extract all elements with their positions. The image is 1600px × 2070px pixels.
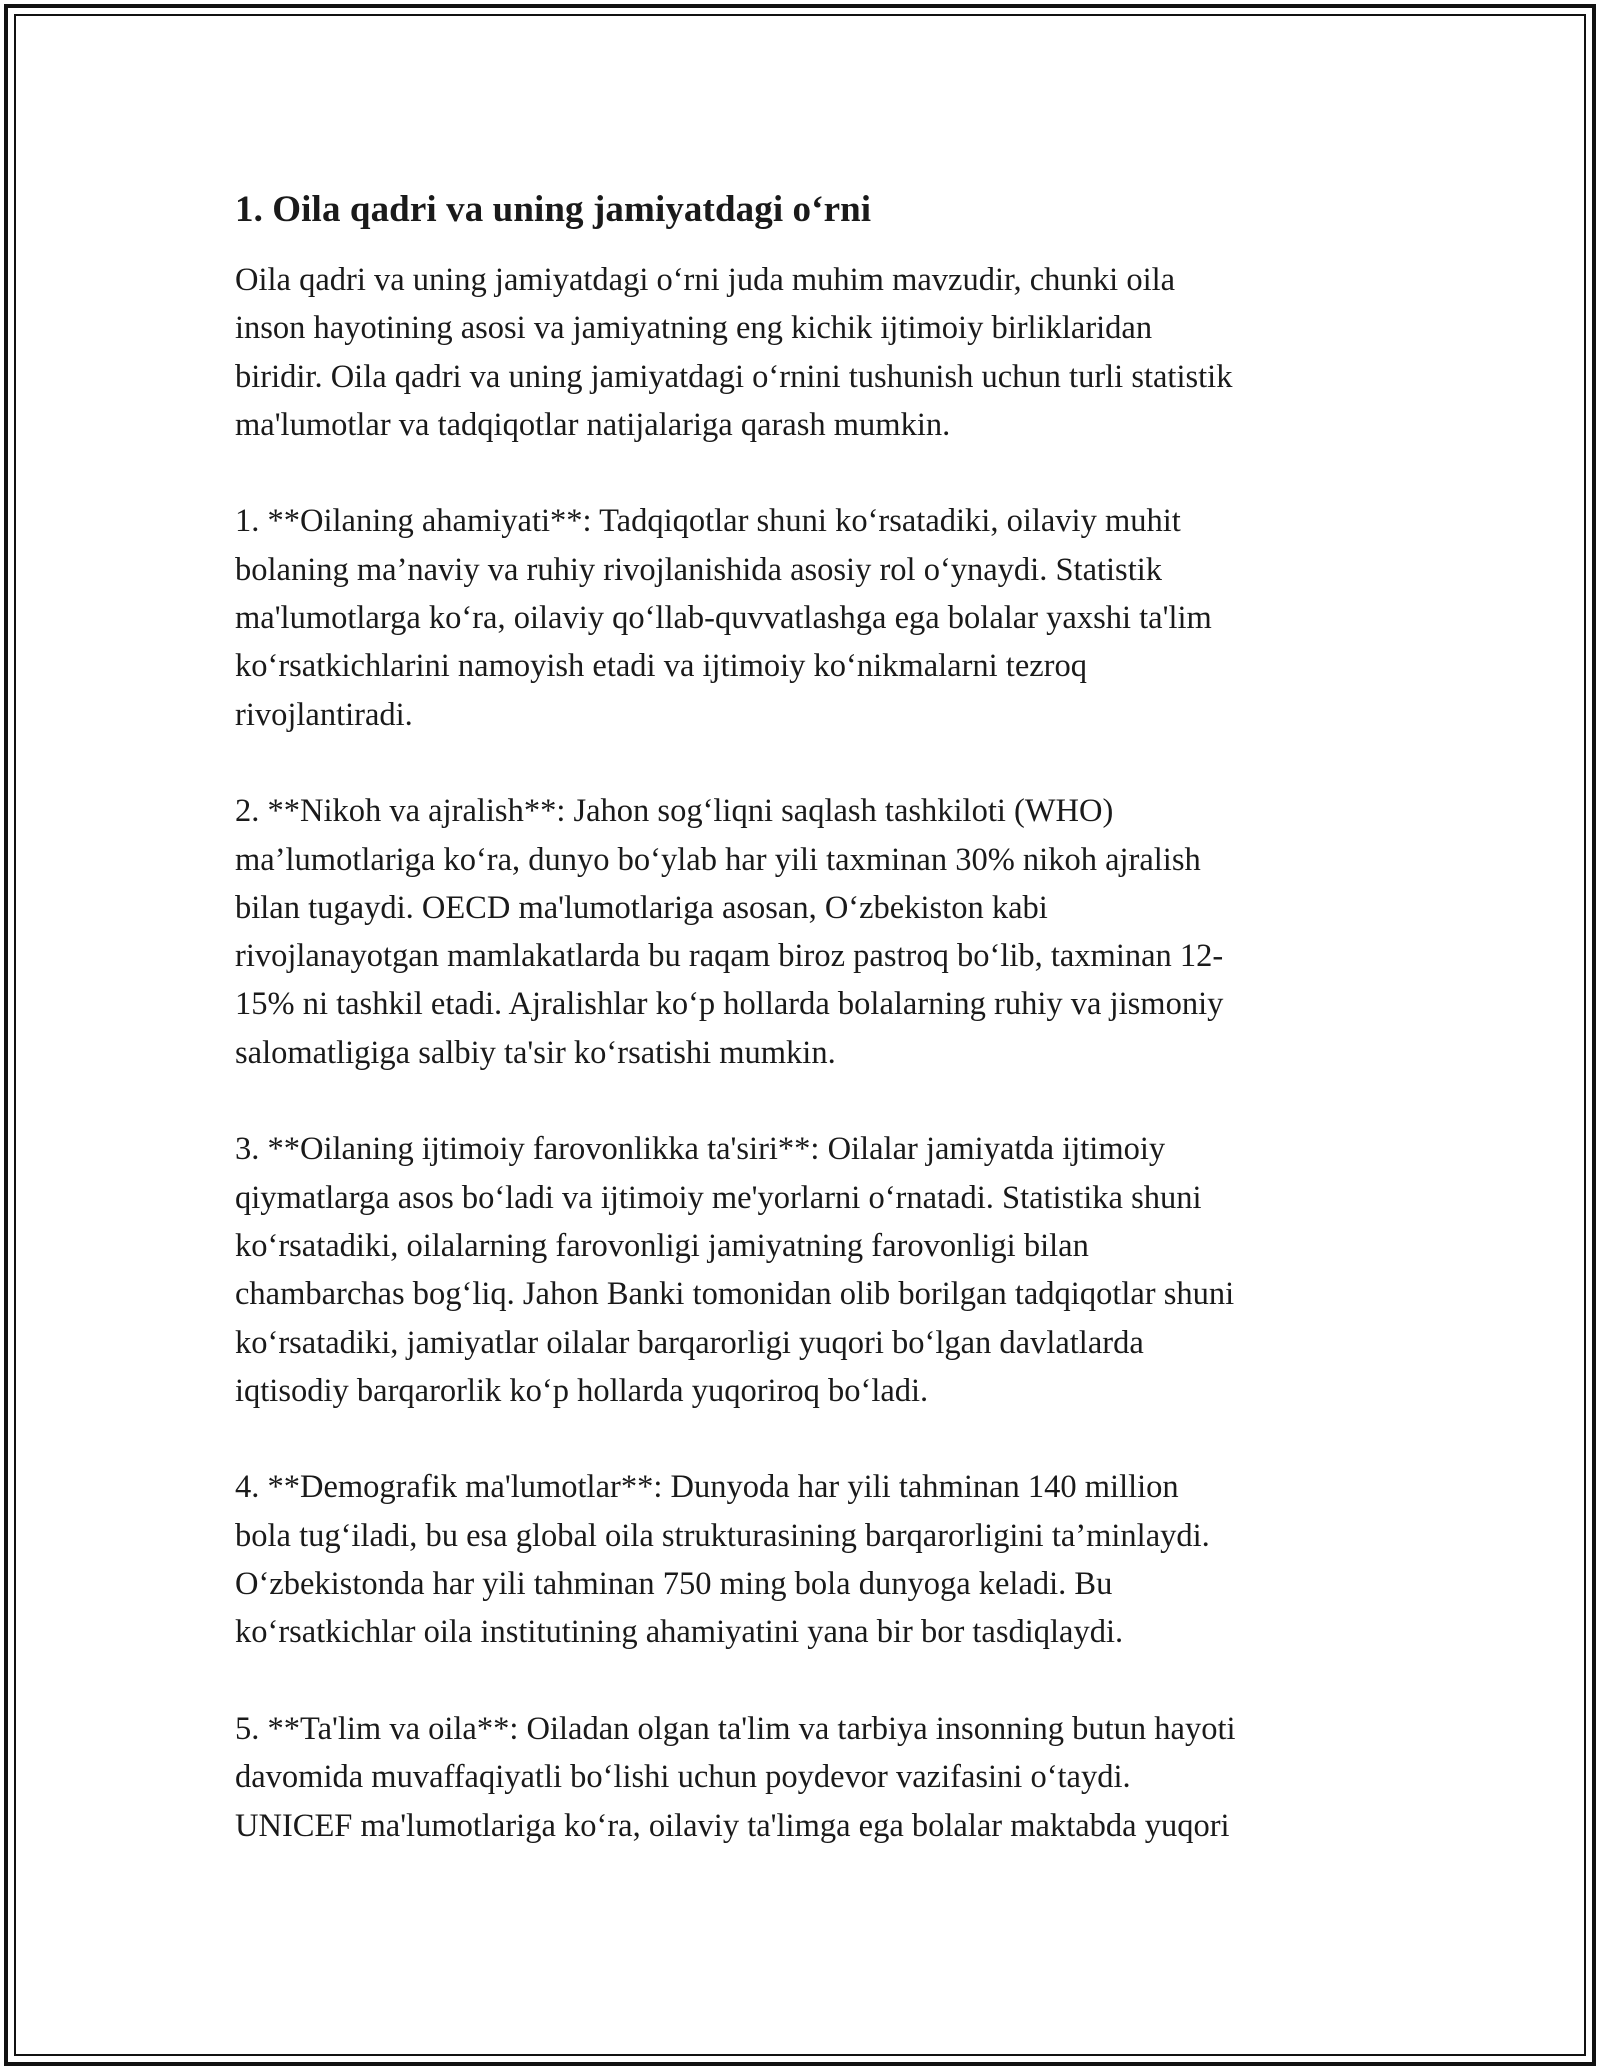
list-item-demographics: 4. **Demografik ma'lumotlar**: Dunyoda har yili tahminan 140 million bola tug‘iladi, bu esa global oila strukturasining barqarorligini ta’minlaydi. O‘zbekistonda har yili tahminan 750 ming bola dunyoga keladi. Bu ko‘rsatkichlar oila institutining ahamiyatini yana bir bor tasdiqlaydi. bbox=[235, 1469, 1210, 1651]
list-item-marriage-divorce: 2. **Nikoh va ajralish**: Jahon sog‘liqni saqlash tashkiloti (WHO) ma’lumotlariga ko‘ra, dunyo bo‘ylab har yili taxminan 30% nikoh ajralish bilan tugaydi. OECD ma'lumotlariga asosan, O‘zbekiston kabi rivojlanayotgan mamlakatlarda bu raqam biroz pastroq bo‘lib, taxminan 12- 15% ni tashkil etadi. Ajralishlar ko‘p hollarda bolalarning ruhiy va jismoniy salomatligiga salbiy ta'sir ko‘rsatishi mumkin. bbox=[235, 793, 1224, 1071]
intro-paragraph: Oila qadri va uning jamiyatdagi o‘rni juda muhim mavzudir, chunki oila inson hayotining asosi va jamiyatning eng kichik ijtimoiy birliklaridan biridir. Oila qadri va uning jamiyatdagi o‘rnini tushunish uchun turli statistik ma'lumotlar va tadqiqotlar natijalariga qarash mumkin. bbox=[235, 262, 1233, 443]
list-item-social-welfare: 3. **Oilaning ijtimoiy farovonlikka ta'siri**: Oilalar jamiyatda ijtimoiy qiymatlarga asos bo‘ladi va ijtimoiy me'yorlarni o‘rnatadi. Statistika shuni ko‘rsatadiki, oilalarning farovonligi jamiyatning farovonligi bilan chambarchas bog‘liq. Jahon Banki tomonidan olib borilgan tadqiqotlar shuni ko‘rsatadiki, jamiyatlar oilalar barqarorligi yuqori bo‘lgan davlatlarda iqtisodiy barqarorlik ko‘p hollarda yuqoriroq bo‘ladi. bbox=[235, 1131, 1235, 1409]
document-body bbox=[235, 186, 1375, 1850]
list-item-family-importance: 1. **Oilaning ahamiyati**: Tadqiqotlar shuni ko‘rsatadiki, oilaviy muhit bolaning ma’naviy va ruhiy rivojlanishida asosiy rol o‘ynaydi. Statistik ma'lumotlarga ko‘ra, oilaviy qo‘llab-quvvatlashga ega bolalar yaxshi ta'lim ko‘rsatkichlarini namoyish etadi va ijtimoiy ko‘nikmalarni tezroq rivojlantiradi. bbox=[235, 503, 1212, 733]
section-title: 1. Oila qadri va uning jamiyatdagi o‘rni bbox=[235, 189, 872, 230]
list-item-education-family: 5. **Ta'lim va oila**: Oiladan olgan ta'lim va tarbiya insonning butun hayoti davomida muvaffaqiyatli bo‘lishi uchun poydevor vazifasini o‘taydi. UNICEF ma'lumotlariga ko‘ra, oilaviy ta'limga ega bolalar maktabda yuqori bbox=[235, 1710, 1236, 1844]
